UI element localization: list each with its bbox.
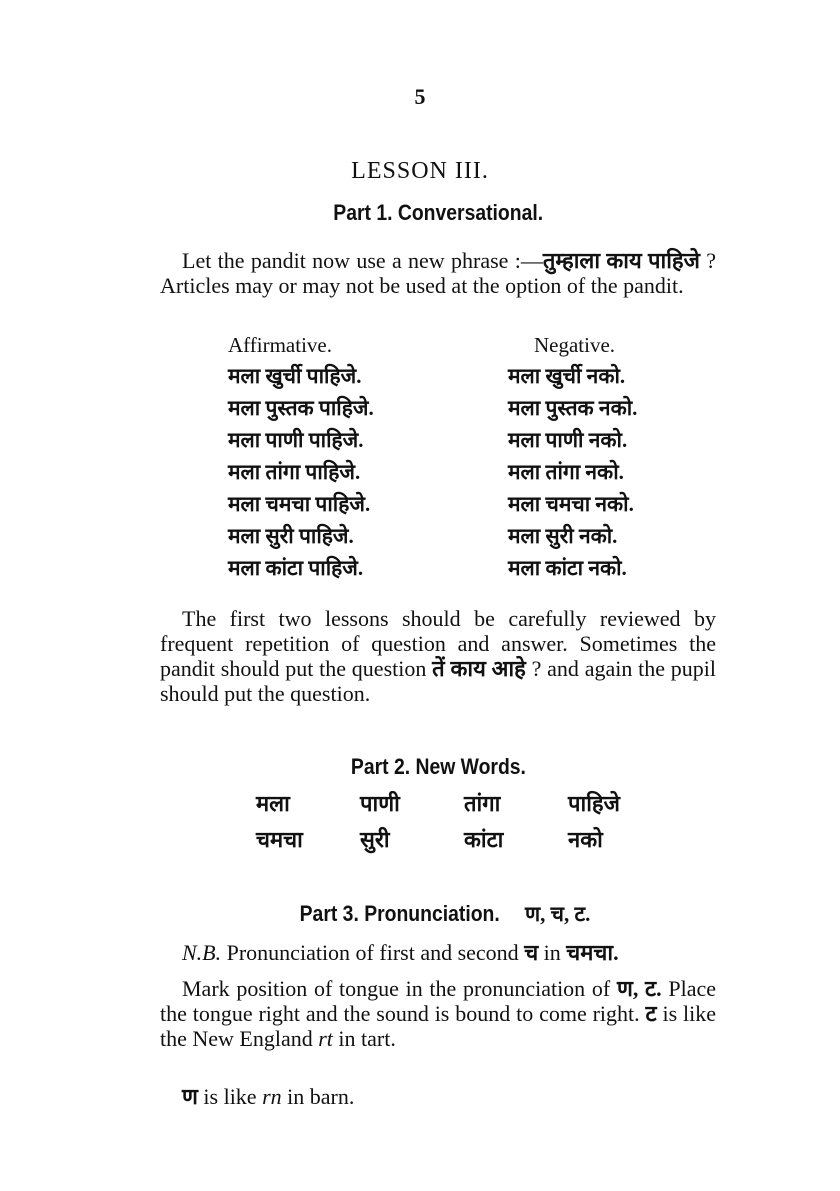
new-words-row (256, 822, 672, 858)
last-text-2: in barn. (281, 1084, 355, 1109)
mark-paragraph (160, 976, 716, 1051)
affirmative-phrase: मला पाणी पाहिजे. (228, 428, 364, 452)
negative-phrase: मला पुस्तक नको. (508, 396, 638, 420)
last-text-1: is like (197, 1084, 263, 1109)
negative-phrase: मला पाणी नको. (508, 428, 628, 452)
new-word: पाणी (360, 791, 400, 816)
part2-heading: Part 2. New Words. (350, 754, 526, 779)
negative-phrase: मला कांटा नको. (508, 556, 627, 580)
negative-column (508, 330, 637, 584)
affirmative-column (228, 330, 374, 584)
part1-heading: Part 1. Conversational. (333, 200, 543, 225)
negative-list (508, 360, 637, 584)
mark-text-2: Place the tongue right and the sound is bound to come right. (160, 976, 716, 1026)
mark-text-3: is like the New England (160, 1001, 716, 1051)
mark-chars: ण, ट. (616, 976, 662, 1001)
negative-phrase: मला चमचा नको. (508, 492, 634, 516)
affirmative-phrase: मला पुस्तक पाहिजे. (228, 396, 374, 420)
page-number: 5 (414, 84, 426, 109)
negative-phrase: मला खुर्ची नको. (508, 364, 626, 388)
lesson-title: LESSON III. (351, 158, 489, 184)
mark-text-1: Mark position of tongue in the pronunciation of (182, 976, 617, 1001)
negative-phrase: मला तांगा नको. (508, 460, 624, 484)
mark-rt: rt (318, 1026, 333, 1051)
part3-heading: Part 3. Pronunciation. (299, 901, 500, 926)
nb-word: चमचा. (566, 940, 619, 965)
negative-label: Negative. (534, 333, 616, 357)
review-phrase: तें काय आहे (432, 656, 526, 681)
new-word: कांटा (464, 827, 504, 852)
part3-heading-row (160, 900, 716, 928)
affirmative-list (228, 360, 374, 584)
review-text-1: The first two lessons should be carefully reviewed by frequent repetition of question and answer. Sometimes the pandit should put the question (160, 606, 716, 681)
new-words-row (256, 786, 672, 822)
nb-text-1: Pronunciation of first and second (221, 940, 525, 965)
affirmative-phrase: मला तांगा पाहिजे. (228, 460, 361, 484)
affirmative-phrase: मला सुरी पाहिजे. (228, 524, 354, 548)
new-word: सुरी (360, 827, 390, 852)
part2-heading-row (160, 754, 716, 780)
part3-heading-chars: ण, च, ट. (525, 902, 591, 926)
part1-heading-row (160, 200, 716, 226)
part1-intro (160, 248, 716, 298)
new-words-grid (256, 786, 672, 858)
review-text-2: ? and again the pupil should put the question. (160, 656, 717, 706)
mark-char: ट (645, 1001, 657, 1026)
new-word: नको (568, 827, 603, 852)
new-word: मला (256, 791, 290, 816)
nb-label: N.B. (182, 940, 222, 965)
nb-paragraph (160, 940, 716, 965)
part1-intro-text-2: ? Articles may or may not be used at the option of the pandit. (160, 248, 717, 298)
last-char: ण (182, 1084, 198, 1109)
new-word: तांगा (464, 791, 501, 816)
negative-phrase: मला सुरी नको. (508, 524, 618, 548)
last-paragraph (160, 1084, 716, 1109)
affirmative-phrase: मला चमचा पाहिजे. (228, 492, 371, 516)
review-paragraph (160, 606, 716, 706)
nb-text-2: in (538, 940, 567, 965)
new-word: चमचा (256, 827, 303, 852)
part1-intro-phrase: तुम्हाला काय पाहिजे (542, 248, 700, 273)
nb-char: च (524, 940, 539, 965)
new-word: पाहिजे (568, 791, 620, 816)
part1-intro-text-1: Let the pandit now use a new phrase :— (182, 248, 543, 273)
affirmative-label: Affirmative. (228, 333, 332, 357)
mark-text-4: in tart. (332, 1026, 396, 1051)
last-rn: rn (262, 1084, 282, 1109)
affirmative-phrase: मला खुर्ची पाहिजे. (228, 364, 362, 388)
affirmative-phrase: मला कांटा पाहिजे. (228, 556, 364, 580)
